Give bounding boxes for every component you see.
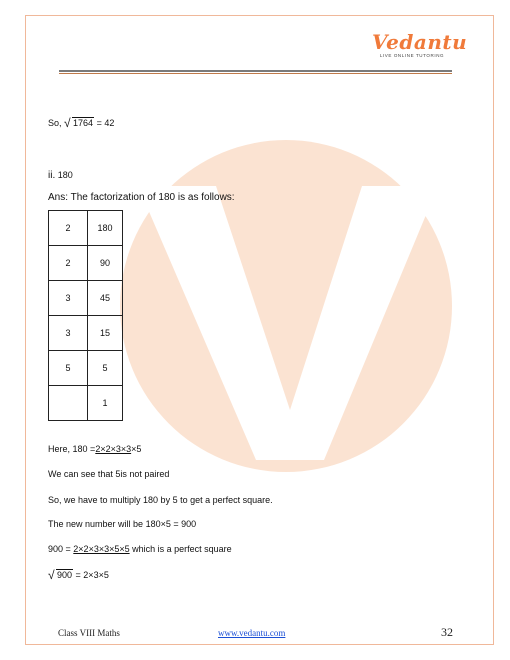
- table-row: [49, 386, 123, 421]
- quotient-cell: 5: [88, 351, 123, 386]
- perfect-paired-factors: 2×2×3×3×5×5: [73, 544, 130, 554]
- footer-website-link[interactable]: www.vedantu.com: [218, 628, 286, 638]
- new-number-expr: 180×5 = 900: [145, 519, 197, 529]
- table-row: [49, 281, 123, 316]
- header-rule: [59, 70, 452, 72]
- table-row: [49, 211, 123, 246]
- divisor-cell: 3: [49, 316, 88, 351]
- multiply-line: [48, 495, 273, 505]
- here-line: [48, 444, 141, 454]
- here-paired-factors: 2×2×3×3: [95, 444, 132, 454]
- divisor-cell: 2: [49, 246, 88, 281]
- radical-icon: √: [48, 568, 55, 582]
- radicand-900: 900: [57, 570, 73, 580]
- quotient-cell: 180: [88, 211, 123, 246]
- sqrt-900-result: = 2×3×5: [75, 570, 109, 580]
- sqrt-900-line: [48, 570, 109, 580]
- divisor-cell: 2: [49, 211, 88, 246]
- table-row: [49, 351, 123, 386]
- sqrt-1764: [64, 118, 94, 128]
- quotient-cell: 15: [88, 316, 123, 351]
- divisor-cell: 3: [49, 281, 88, 316]
- see-num: 5: [115, 469, 121, 479]
- part-heading: [48, 170, 73, 181]
- new-number-prefix: The new number will be: [48, 519, 144, 529]
- multiply-suffix: to get a perfect square.: [180, 495, 273, 505]
- divisor-cell: [49, 386, 88, 421]
- vedantu-logo[interactable]: [372, 30, 468, 59]
- multiply-prefix: So, we have to multiply 180 by: [48, 495, 171, 505]
- perfect-lhs: 900 =: [48, 544, 71, 554]
- divisor-cell: 5: [49, 351, 88, 386]
- header-rule-accent: [59, 73, 452, 74]
- footer-class-label: Class VIII Maths: [58, 628, 120, 638]
- logo-tagline: LIVE ONLINE TUTORING: [379, 53, 445, 58]
- multiply-num: 5: [172, 495, 178, 505]
- perfect-suffix: which is a perfect square: [132, 544, 232, 554]
- see-suffix: is not paired: [120, 469, 170, 479]
- radicand-1764: 1764: [73, 118, 94, 128]
- part-label: ii.: [48, 170, 56, 181]
- table-row: [49, 246, 123, 281]
- quotient-cell: 45: [88, 281, 123, 316]
- so-prefix: So,: [48, 118, 62, 128]
- here-lhs: 180 =: [72, 444, 96, 454]
- not-paired-line: [48, 469, 169, 479]
- radical-icon: √: [64, 116, 71, 130]
- quotient-cell: 90: [88, 246, 123, 281]
- logo-wordmark: Vedantu: [372, 30, 468, 54]
- answer-intro: Ans: The factorization of 180 is as follows:: [48, 192, 235, 203]
- page-number: 32: [441, 625, 453, 639]
- new-number-line: [48, 519, 196, 529]
- here-rest: ×5: [131, 444, 142, 454]
- vedantu-watermark-logo: [120, 140, 452, 472]
- sqrt-900: [48, 570, 73, 580]
- here-prefix: Here,: [48, 444, 71, 454]
- see-prefix: We can see that: [48, 469, 113, 479]
- sqrt-1764-result: = 42: [96, 118, 115, 128]
- sqrt-1764-line: [48, 118, 114, 128]
- part-number: 180: [57, 170, 73, 180]
- quotient-cell: 1: [88, 386, 123, 421]
- factorization-table: [48, 210, 123, 421]
- table-row: [49, 316, 123, 351]
- perfect-square-line: [48, 544, 232, 554]
